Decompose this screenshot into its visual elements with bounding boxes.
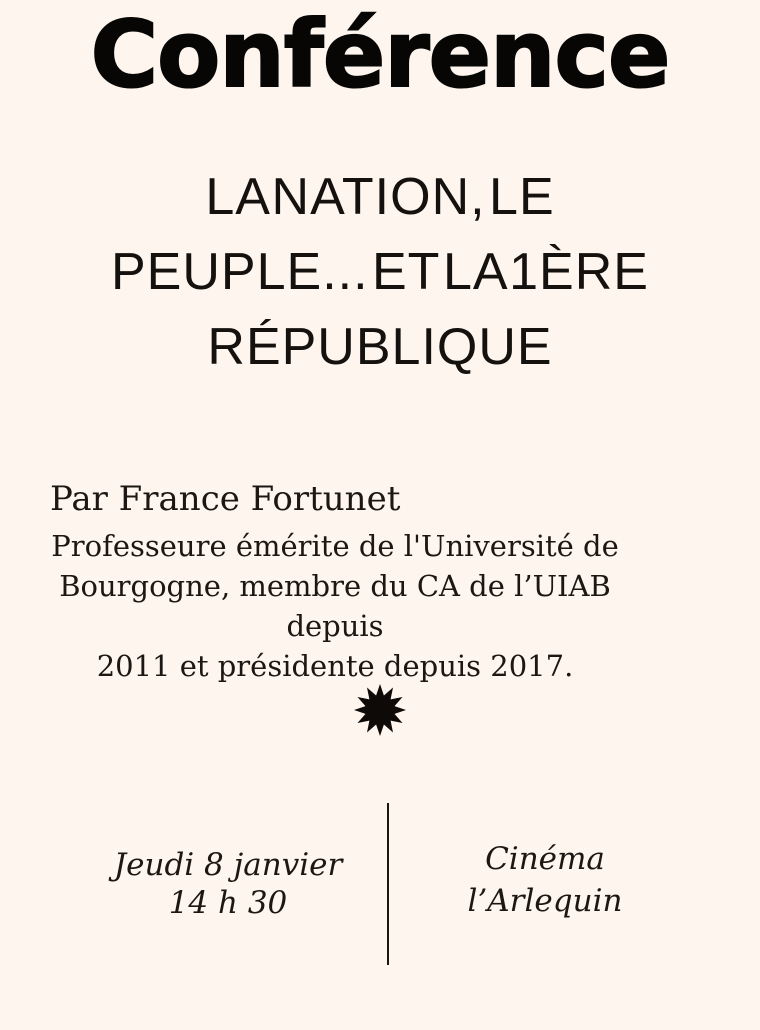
speaker-bio-line: Professeure émérite de l'Université de <box>51 529 619 563</box>
speaker-name: Par France Fortunet <box>50 479 401 519</box>
talk-title-line: RÉPUBLIQUE <box>207 318 553 376</box>
event-date-line: Jeudi 8 janvier <box>113 847 343 883</box>
event-time-line: 14 h 30 <box>168 885 288 921</box>
event-venue <box>405 838 685 922</box>
talk-title-line: PEUPLE... ET LA 1ÈRE <box>111 243 649 301</box>
talk-title <box>0 160 760 385</box>
speaker-bio <box>35 526 635 686</box>
speaker-bio-line: Bourgogne, membre du CA de l’UIAB depuis <box>59 569 611 643</box>
poster-heading: Conférence <box>90 1 670 108</box>
vertical-divider <box>387 803 389 965</box>
talk-title-line: LA NATION, LE <box>205 168 555 226</box>
speaker-bio-line: 2011 et présidente depuis 2017. <box>96 649 574 683</box>
starburst-icon <box>354 684 406 736</box>
event-date <box>88 846 368 922</box>
event-venue-line: l’Arlequin <box>467 883 623 919</box>
event-venue-line: Cinéma <box>485 841 605 877</box>
